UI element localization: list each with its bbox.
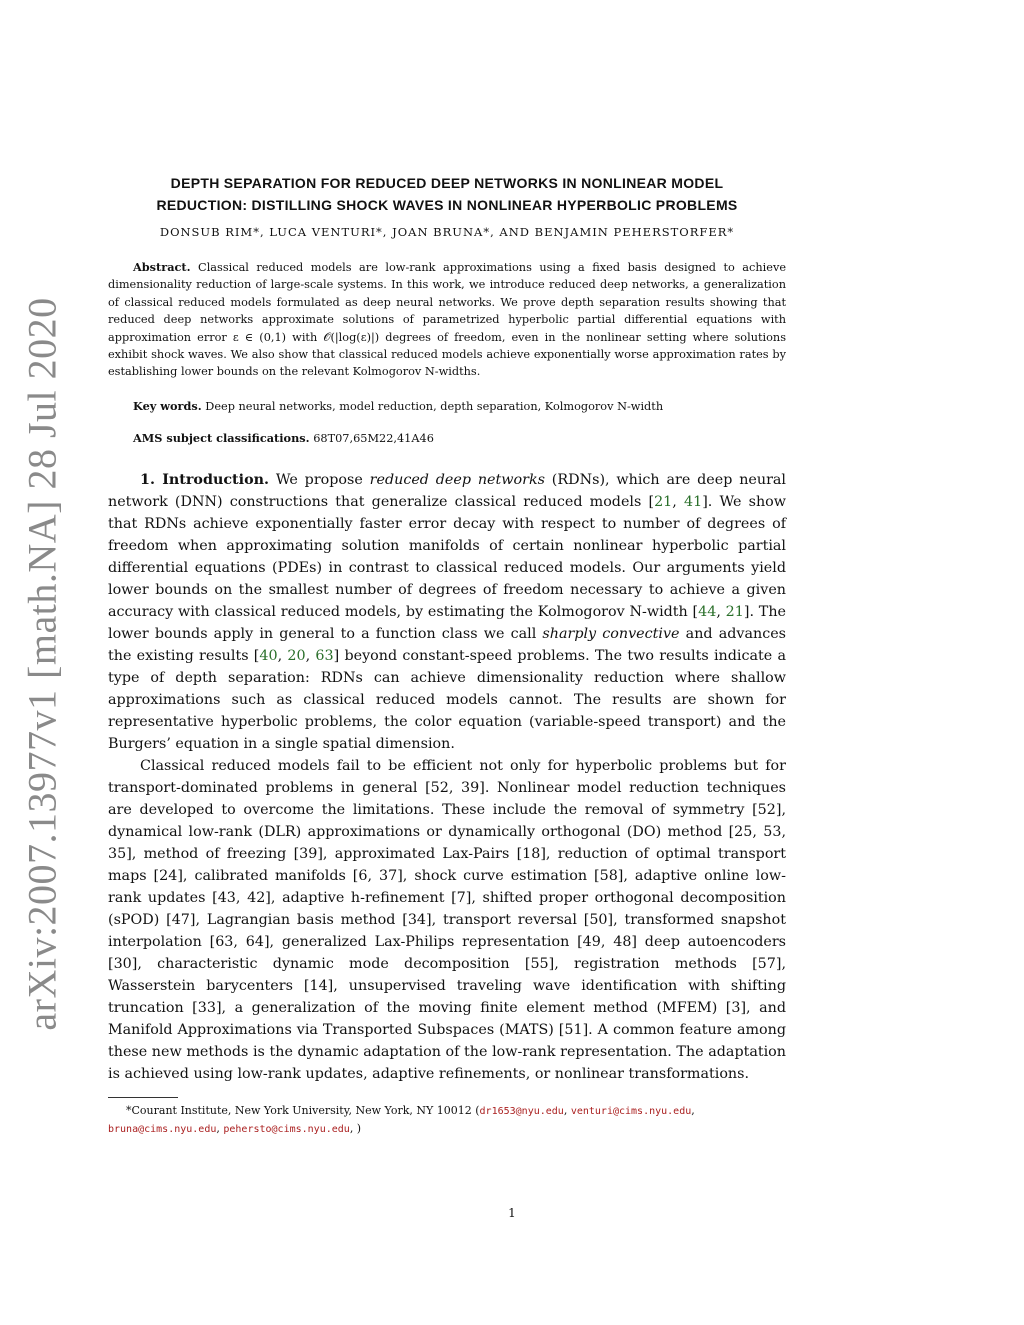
text-run: ]. We show that RDNs achieve exponentially faster error decay with respect to number of degrees of freedom when approximating solution manifolds of certain nonlinear hyperbolic partial differential equations (PDEs) in contrast to classical reduced models. Our arguments yield lower bounds on the smallest number of degrees of freedom necessary to achieve a given accuracy with classical reduced models, by estimating the Kolmogorov N-width [ <box>108 493 787 620</box>
arxiv-identifier-stamp: arXiv:2007.13977v1 [math.NA] 28 Jul 2020 <box>19 297 65 1031</box>
citation-link[interactable]: 63 <box>315 647 334 664</box>
ams-classifications <box>108 431 786 445</box>
citation-link[interactable]: 21 <box>725 603 744 620</box>
introduction-section <box>108 469 786 1085</box>
abstract <box>108 259 786 381</box>
citation-link[interactable]: 40 <box>259 647 278 664</box>
abstract-text: Classical reduced models are low-rank approximations using a fixed basis designed to achieve dimensionality reduction of large-scale systems. In this work, we introduce reduced deep networks, a generalization of classical reduced models formulated as deep neural networks. We prove depth separation results showing that reduced deep networks approximate solutions of parametrized hyperbolic partial differential equations with approximation error ε ∈ (0,1) with 𝒪(|log(ε)|) degrees of freedom, even in the nonlinear setting where solutions exhibit shock waves. We also show that classical reduced models achieve exponentially worse approximation rates by establishing lower bounds on the relevant Kolmogorov N-widths. <box>108 261 787 379</box>
affiliation-footnote: *Courant Institute, New York University, New York, NY 10012 (dr1653@nyu.edu, venturi@cims.nyu.edu, bruna@cims.nyu.edu, pehersto@cims.nyu.edu, ) <box>108 1103 695 1135</box>
footnote-end: , ) <box>349 1121 362 1135</box>
intro-paragraph-1: 1. Introduction. We propose reduced deep networks (RDNs), which are deep neural network (DNN) constructions that generalize classical reduced models [21, 41]. We show that RDNs achieve exponentially faster error decay with respect to number of degrees of freedom when approximating solution manifolds of certain nonlinear hyperbolic partial differential equations (PDEs) in contrast to classical reduced models. Our arguments yield lower bounds on the smallest number of degrees of freedom necessary to achieve a given accuracy with classical reduced models, by estimating the Kolmogorov N-width [44, 21]. The lower bounds apply in general to a function class we call sharply convective and advances the existing results [40, 20, 63] beyond constant-speed problems. The two results indicate a type of depth separation: RDNs can achieve dimensionality reduction where shallow approximations such as classical reduced models cannot. The results are shown for representative hyperbolic problems, the color equation (variable-speed transport) and the Burgers’ equation in a single spatial dimension. <box>108 471 787 752</box>
keywords-text: Deep neural networks, model reduction, depth separation, Kolmogorov N-width <box>205 399 664 413</box>
abstract-label: Abstract. <box>133 260 191 274</box>
citation-link[interactable]: 44 <box>698 603 717 620</box>
citation-link[interactable]: 21 <box>654 493 673 510</box>
text-run: ]. The lower bounds apply in general to a function class we call <box>108 603 786 642</box>
paper-page <box>108 172 786 1138</box>
keywords <box>108 399 786 413</box>
keywords-label: Key words. <box>133 398 202 413</box>
text-run: We propose <box>275 471 363 488</box>
ams-label: AMS subject classifications. <box>133 430 310 445</box>
title-line-2: REDUCTION: DISTILLING SHOCK WAVES IN NONLINEAR HYPERBOLIC PROBLEMS <box>156 197 738 213</box>
email-link[interactable]: venturi@cims.nyu.edu <box>570 1105 692 1117</box>
email-link[interactable]: pehersto@cims.nyu.edu <box>223 1123 350 1135</box>
emphasis-term: sharply convective <box>542 625 680 642</box>
title-line-1: DEPTH SEPARATION FOR REDUCED DEEP NETWORKS IN NONLINEAR MODEL <box>170 175 724 191</box>
section-heading: 1. Introduction. <box>140 471 269 488</box>
emphasis-term: reduced deep networks <box>369 471 545 488</box>
intro-paragraph-2: Classical reduced models fail to be efficient not only for hyperbolic problems but for transport-dominated problems in general [52, 39]. Nonlinear model reduction techniques are developed to overcome the limitations. These include the removal of symmetry [52], dynamical low-rank (DLR) approximations or dynamically orthogonal (DO) method [25, 53, 35], method of freezing [39], approximated Lax-Pairs [18], reduction of optimal transport maps [24], calibrated manifolds [6, 37], shock curve estimation [58], adaptive online low-rank updates [43, 42], adaptive h-refinement [7], shifted proper orthogonal decomposition (sPOD) [47], Lagrangian basis method [34], transport reversal [50], transformed snapshot interpolation [63, 64], generalized Lax-Philips representation [49, 48] deep autoencoders [30], characteristic dynamic mode decomposition [55], registration methods [57], Wasserstein barycenters [14], unsupervised traveling wave identification with shifting truncation [33], a generalization of the moving finite element method (MFEM) [3], and Manifold Approximations via Transported Subspaces (MATS) [51]. A common feature among these new methods is the dynamic adaptation of the low-rank representation. The adaptation is achieved using low-rank updates, adaptive refinements, or nonlinear transformations. <box>108 757 786 1082</box>
author-list: DONSUB RIM*, LUCA VENTURI*, JOAN BRUNA*, AND BENJAMIN PEHERSTORFER* <box>159 225 735 239</box>
citation-link[interactable]: 20 <box>287 647 306 664</box>
email-link[interactable]: bruna@cims.nyu.edu <box>108 1123 217 1135</box>
text-run: (RDNs), which are deep neural network (DNN) constructions that generalize classical reduced models [ <box>108 471 787 510</box>
paper-title <box>108 172 786 216</box>
email-link[interactable]: dr1653@nyu.edu <box>479 1105 564 1117</box>
page-number: 1 <box>508 1206 516 1220</box>
footnote-divider <box>108 1097 178 1098</box>
footnote-text: *Courant Institute, New York University, New York, NY 10012 ( <box>126 1103 480 1117</box>
citation-link[interactable]: 41 <box>683 493 703 510</box>
text-run: and advances the existing results [ <box>108 625 786 664</box>
text-run: ] beyond constant-speed problems. The two results indicate a type of depth separation: RDNs can achieve dimensionality reduction where shallow approximations such as classical reduced models cannot. The results are shown for representative hyperbolic problems, the color equation (variable-speed transport) and the Burgers’ equation in a single spatial dimension. <box>108 647 787 752</box>
ams-text: 68T07,65M22,41A46 <box>313 431 434 445</box>
